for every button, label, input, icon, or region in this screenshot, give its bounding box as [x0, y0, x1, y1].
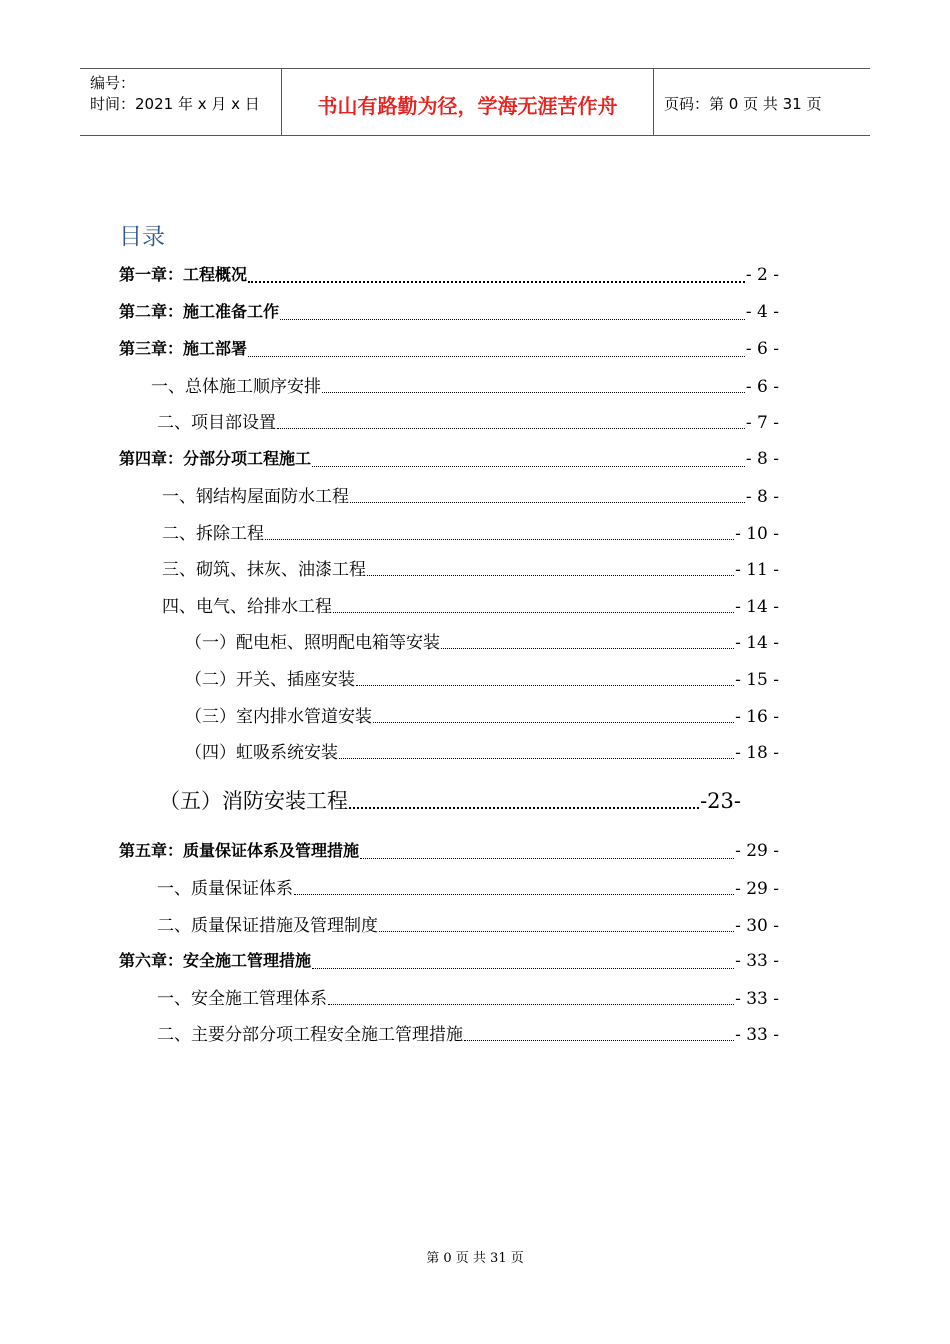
toc-entry-label: 第三章：施工部署 — [119, 339, 248, 358]
toc-entry-label: 第一章：工程概况 — [119, 265, 248, 284]
toc-entry-4-1[interactable] — [162, 482, 779, 508]
toc-leader-dots — [248, 355, 745, 357]
toc-entry-label: 一、总体施工顺序安排 — [151, 377, 321, 397]
toc-entry-page: - 30 - — [735, 916, 779, 936]
header-motto-cell — [281, 69, 654, 135]
toc-entry-page: - 7 - — [745, 413, 779, 433]
header-motto: 书山有路勤为径，学海无涯苦作舟 — [317, 93, 618, 118]
footer-page-number: 第 0 页 共 31 页 — [426, 1251, 524, 1266]
toc-entry-page: - 33 - — [735, 951, 779, 971]
toc-entry-label: 第六章：安全施工管理措施 — [119, 951, 312, 970]
toc-entry-page: - 29 - — [735, 841, 779, 861]
toc-entry-label: （三）室内排水管道安装 — [185, 707, 372, 727]
toc-entry-6-1[interactable] — [157, 984, 779, 1010]
toc-entry-label: 二、主要分部分项工程安全施工管理措施 — [157, 1025, 463, 1045]
toc-entry-label: （五）消防安装工程 — [159, 789, 348, 813]
toc-entry-label: 三、砌筑、抹灰、油漆工程 — [162, 560, 366, 580]
toc-entry-4-4-1[interactable] — [185, 628, 779, 654]
toc-entry-page: - 14 - — [735, 633, 779, 653]
toc-title: 目录 — [119, 224, 165, 250]
document-date-label: 时间：2021 年 x 月 x 日 — [90, 95, 260, 113]
toc-entry-page: - 6 - — [745, 377, 779, 397]
toc-entry-page: - 33 - — [735, 1025, 779, 1045]
toc-entry-4-4-3[interactable] — [185, 702, 779, 728]
toc-entry-chapter-6[interactable] — [119, 948, 779, 974]
toc-leader-dots — [464, 1039, 734, 1041]
toc-entry-label: 第五章：质量保证体系及管理措施 — [119, 841, 360, 860]
toc-leader-dots — [333, 611, 734, 613]
toc-leader-dots — [339, 757, 734, 759]
toc-entry-label: （四）虹吸系统安装 — [185, 743, 338, 763]
toc-leader-dots — [280, 318, 745, 320]
toc-entry-label: 四、电气、给排水工程 — [162, 597, 332, 617]
toc-entry-page: -23- — [700, 789, 741, 813]
toc-entry-4-4-2[interactable] — [185, 665, 779, 691]
toc-entry-6-2[interactable] — [157, 1020, 779, 1046]
toc-leader-dots — [441, 647, 734, 649]
toc-leader-dots — [356, 684, 734, 686]
toc-entry-page: - 2 - — [745, 265, 779, 285]
toc-leader-dots — [322, 391, 745, 393]
toc-entry-4-3[interactable] — [162, 555, 779, 581]
document-number-label: 编号： — [90, 74, 136, 92]
toc-leader-dots — [265, 538, 734, 540]
toc-leader-dots — [379, 930, 734, 932]
toc-entry-label: （二）开关、插座安装 — [185, 670, 355, 690]
toc-entry-label: 一、钢结构屋面防水工程 — [162, 487, 349, 507]
header-page-cell — [654, 69, 870, 135]
toc-leader-dots — [367, 574, 734, 576]
toc-leader-dots — [312, 465, 745, 467]
toc-entry-page: - 15 - — [735, 670, 779, 690]
toc-leader-dots — [312, 967, 734, 969]
toc-entry-4-2[interactable] — [162, 519, 779, 545]
toc-entry-5-1[interactable] — [157, 874, 779, 900]
toc-leader-dots — [373, 721, 734, 723]
toc-entry-label: 二、质量保证措施及管理制度 — [157, 916, 378, 936]
toc-entry-page: - 8 - — [745, 449, 779, 469]
toc-leader-dots — [277, 427, 745, 429]
toc-leader-dots — [248, 280, 745, 283]
toc-entry-label: 一、安全施工管理体系 — [157, 989, 327, 1009]
toc-leader-dots — [294, 893, 734, 895]
toc-entry-page: - 10 - — [735, 524, 779, 544]
toc-entry-chapter-3[interactable] — [119, 336, 779, 362]
toc-entry-4-4-4[interactable] — [185, 738, 779, 764]
toc-entry-page: - 8 - — [745, 487, 779, 507]
toc-entry-5-2[interactable] — [157, 911, 779, 937]
header-page-info: 页码：第 0 页 共 31 页 — [664, 94, 822, 113]
toc-entry-page: - 33 - — [735, 989, 779, 1009]
toc-entry-page: - 14 - — [735, 597, 779, 617]
header-meta-cell — [80, 69, 281, 135]
toc-entry-label: 二、项目部设置 — [157, 413, 276, 433]
toc-entry-chapter-4[interactable] — [119, 446, 779, 472]
toc-entry-label: 第四章：分部分项工程施工 — [119, 449, 312, 468]
toc-entry-page: - 16 - — [735, 707, 779, 727]
toc-entry-label: 第二章：施工准备工作 — [119, 302, 280, 321]
page-header — [80, 68, 870, 136]
toc-entry-4-4-5[interactable] — [159, 785, 741, 815]
toc-entry-chapter-5[interactable] — [119, 838, 779, 864]
toc-entry-label: 一、质量保证体系 — [157, 879, 293, 899]
page-footer — [0, 1247, 950, 1266]
toc-entry-page: - 18 - — [735, 743, 779, 763]
toc-leader-dots — [328, 1003, 734, 1005]
toc-leader-dots — [350, 501, 745, 503]
toc-entry-3-2[interactable] — [157, 408, 779, 434]
toc-entry-3-1[interactable] — [151, 372, 779, 398]
toc-entry-page: - 4 - — [745, 302, 779, 322]
toc-leader-dots — [360, 857, 734, 859]
toc-leader-dots — [349, 806, 699, 809]
toc-entry-label: 二、拆除工程 — [162, 524, 264, 544]
toc-entry-page: - 6 - — [745, 339, 779, 359]
toc-entry-4-4[interactable] — [162, 592, 779, 618]
toc-entry-chapter-2[interactable] — [119, 299, 779, 325]
toc-entry-page: - 29 - — [735, 879, 779, 899]
toc-entry-chapter-1[interactable] — [119, 262, 779, 288]
toc-entry-page: - 11 - — [735, 560, 779, 580]
toc-entry-label: （一）配电柜、照明配电箱等安装 — [185, 633, 440, 653]
